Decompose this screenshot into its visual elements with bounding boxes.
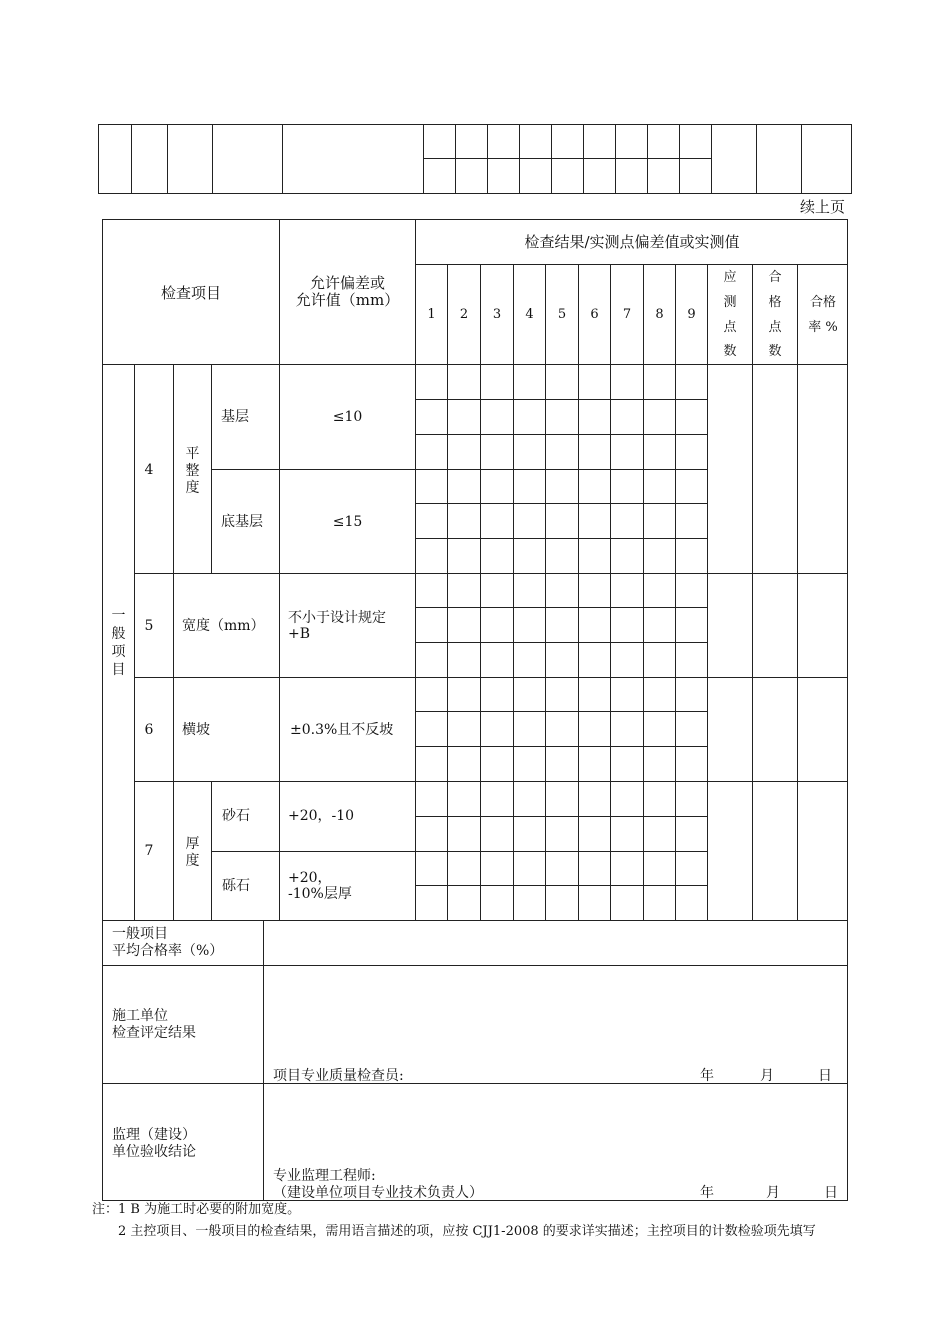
super-day: 日 xyxy=(824,1185,838,1201)
pass-count-char: 合 xyxy=(768,270,782,285)
row4b-allow: ≤15 xyxy=(332,514,363,530)
row7a-allow: +20，-10 xyxy=(288,808,355,824)
row4-number: 4 xyxy=(144,462,154,478)
continued-label: 续上页 xyxy=(800,198,846,216)
constr-sign: 项目专业质量检查员: xyxy=(273,1068,404,1084)
pass-count-char: 数 xyxy=(768,344,782,359)
group-char: 项 xyxy=(111,644,126,660)
row7-name-char: 厚 xyxy=(185,836,200,852)
pass-count-char: 格 xyxy=(768,295,782,310)
super-year: 年 xyxy=(700,1185,714,1201)
should-count-char: 数 xyxy=(723,344,737,359)
row7-name-char: 度 xyxy=(185,853,200,869)
point-label: 1 xyxy=(427,307,436,322)
pass-rate-line2: 率 % xyxy=(808,320,838,335)
super-sign-line1: 专业监理工程师: xyxy=(273,1168,376,1184)
row6-number: 6 xyxy=(144,722,154,738)
point-label: 9 xyxy=(687,307,696,322)
super-month: 月 xyxy=(766,1185,780,1201)
point-label: 2 xyxy=(459,307,469,322)
row4a-allow: ≤10 xyxy=(332,409,363,425)
row4-name-char: 度 xyxy=(185,480,200,496)
point-label: 4 xyxy=(525,307,534,322)
row7b-sub: 砾石 xyxy=(222,878,250,894)
group-char: 目 xyxy=(111,662,126,678)
row6-name: 横坡 xyxy=(182,722,210,738)
should-count-char: 点 xyxy=(723,320,737,335)
row7-number: 7 xyxy=(144,843,154,859)
row4-name-char: 整 xyxy=(185,463,200,479)
constr-label-line1: 施工单位 xyxy=(112,1008,168,1024)
row5-allow-line1: 不小于设计规定 xyxy=(288,610,386,626)
row5-allow-line2: +B xyxy=(288,626,311,642)
constr-label-line2: 检查评定结果 xyxy=(112,1025,196,1041)
point-label: 3 xyxy=(492,307,502,322)
group-char: 般 xyxy=(111,626,126,642)
pass-count-char: 点 xyxy=(768,320,782,335)
row7b-allow-line2: -10%层厚 xyxy=(288,886,352,902)
avg-label-line2: 平均合格率（%） xyxy=(112,943,224,959)
note-2: 2 主控项目、一般项目的检查结果，需用语言描述的项，应按 CJJ1-2008 的要求详实描述；主控项目的计数检验项先填写 xyxy=(118,1224,816,1239)
point-label: 6 xyxy=(590,307,599,322)
header-title: 检查结果/实测点偏差值或实测值 xyxy=(524,233,740,251)
row7b-allow-line1: +20， xyxy=(288,870,332,886)
pass-rate-line1: 合格 xyxy=(809,295,836,310)
super-sign-line2: （建设单位项目专业技术负责人） xyxy=(273,1185,483,1201)
constr-day: 日 xyxy=(818,1068,832,1084)
should-count-char: 应 xyxy=(723,270,737,285)
super-label-line2: 单位验收结论 xyxy=(112,1144,196,1160)
point-label: 7 xyxy=(622,307,632,322)
row4-name-char: 平 xyxy=(185,446,200,462)
group-char: 一 xyxy=(111,608,126,624)
row5-name: 宽度（mm） xyxy=(182,618,265,634)
note-1: 注：1 B 为施工时必要的附加宽度。 xyxy=(92,1202,301,1217)
row4a-sub: 基层 xyxy=(221,409,249,425)
row4b-sub: 底基层 xyxy=(221,514,263,530)
point-label: 5 xyxy=(557,307,567,322)
super-label-line1: 监理（建设） xyxy=(112,1127,196,1143)
row7a-sub: 砂石 xyxy=(222,808,250,824)
constr-year: 年 xyxy=(700,1068,714,1084)
header-item-col: 检查项目 xyxy=(160,284,221,302)
constr-month: 月 xyxy=(760,1068,774,1084)
header-allow-col-line1: 允许偏差或 xyxy=(309,274,385,292)
point-label: 8 xyxy=(655,307,664,322)
row6-allow: ±0.3%且不反坡 xyxy=(290,722,394,738)
should-count-char: 测 xyxy=(723,295,737,310)
avg-label-line1: 一般项目 xyxy=(112,926,168,942)
header-allow-col-line2: 允许值（mm） xyxy=(295,291,400,309)
row5-number: 5 xyxy=(144,618,154,634)
